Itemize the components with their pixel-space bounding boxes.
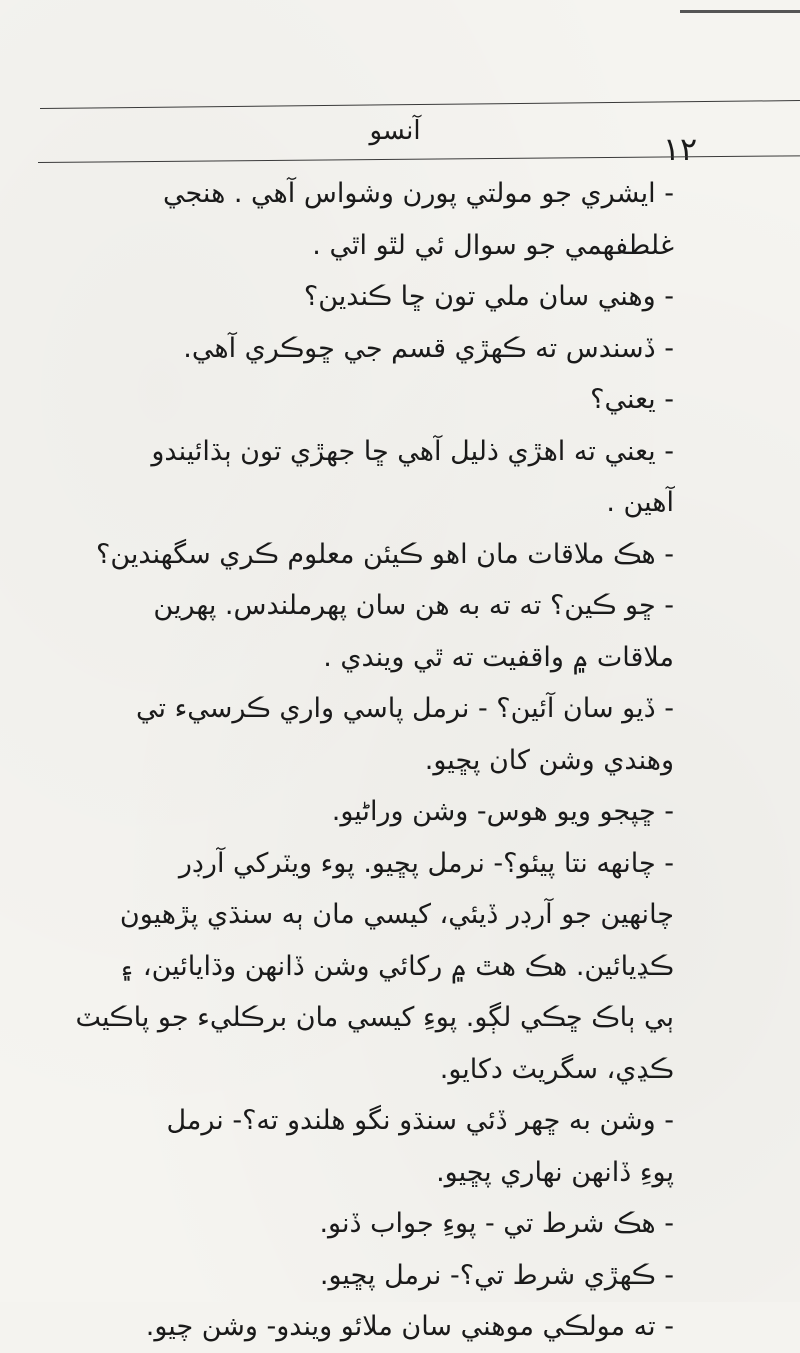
text-line: - ايشري جو مولتي پورن وشواس آهي . هنجي [162,178,674,209]
text-line: - ڏيو سان آئين؟ - نرمل پاسي واري ڪرسيء تي [135,693,674,724]
top-rule [40,100,800,109]
text-line: - وشن به ڇهر ڏئي سنڌو نگو هلندو ته؟- نرمل [166,1105,674,1136]
text-line: - ڇو ڪين؟ ته ته به هن سان پهرملندس. پهرين [153,590,674,621]
text-line: غلطفهمي جو سوال ئي لٿو اٿي . [312,229,674,261]
corner-mark [680,0,800,13]
text-line: ٻي ٻاڪ ڇڪي لڳو. پوءِ کيسي مان برڪليء جو پاڪيٽ [75,1002,674,1033]
text-line: چانهين جو آرڊر ڏيئي، کيسي مان ٻه سنڌي پڙهيون [119,899,674,930]
text-line: ملاقات ۾ واقفيت ته ٿي ويندي . [323,641,674,673]
text-line: - هڪ شرط تي - پوءِ جواب ڏنو. [319,1208,674,1239]
text-line: - ڏسندس ته ڪهڙي قسم جي ڇوڪري آهي. [183,332,674,364]
text-line: - وهني سان ملي تون ڇا ڪندين؟ [303,281,674,312]
text-line: - ڇپجو ويو هوس- وشن وراڻيو. [331,796,674,827]
text-line: - ڪهڙي شرط تي؟- نرمل پڇيو. [319,1259,674,1291]
text-line: - ته مولڪي موهني سان ملائو ويندو- وشن چيو. [145,1311,674,1342]
text-line: - چانهه نتا پيئو؟- نرمل پڇيو. پوء ويٽرکي آرڊر [178,847,674,879]
text-line: آهين . [606,487,674,518]
text-line: - هڪ ملاقات مان اهو ڪيئن معلوم ڪري سگهندين؟ [96,538,674,570]
text-line: - يعني ته اهڙي ذليل آهي ڇا جهڙي تون ٻڌائيندو [151,435,674,467]
text-line: ڪڍي، سگريٽ دکايو. [439,1053,674,1085]
text-line: وهندي وشن کان پڇيو. [424,744,674,776]
page-number: ١٢ [662,130,698,168]
running-title: آنسو [369,116,421,146]
text-line: ڪڍيائين. هڪ هٿ ۾ رکائي وشن ڏانهن وڌايائين، ۽ [118,950,674,982]
body-text [34,168,674,1342]
text-line: پوءِ ڏانهن نهاري پڇيو. [436,1156,674,1188]
text-line: - يعني؟ [590,384,674,415]
